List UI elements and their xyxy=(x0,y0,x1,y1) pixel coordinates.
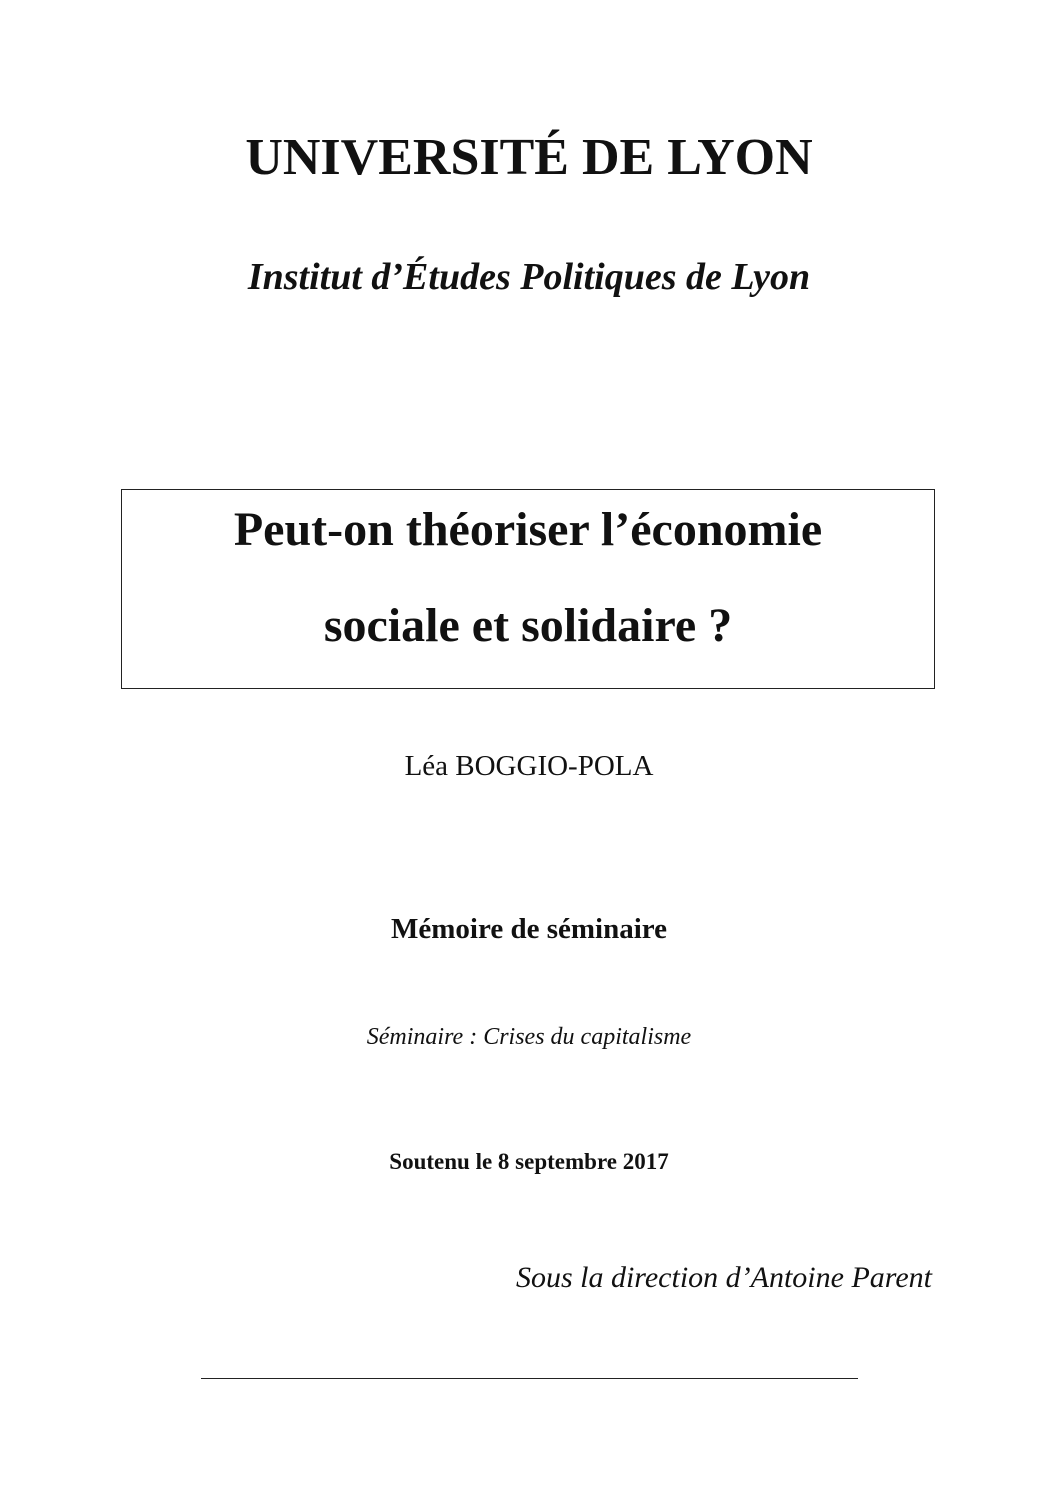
university-name: UNIVERSITÉ DE LYON xyxy=(245,129,813,186)
thesis-title-line-1: Peut-on théoriser l’économie xyxy=(233,503,823,556)
seminar-name: Séminaire : Crises du capitalisme xyxy=(366,1024,692,1050)
document-type: Mémoire de séminaire xyxy=(391,913,667,945)
footer-divider xyxy=(201,1378,858,1379)
supervisor: Sous la direction d’Antoine Parent xyxy=(515,1261,932,1294)
defense-date: Soutenu le 8 septembre 2017 xyxy=(389,1149,669,1174)
institute-name: Institut d’Études Politiques de Lyon xyxy=(247,256,811,298)
thesis-title-line-2: sociale et solidaire ? xyxy=(323,599,733,652)
author-name: Léa BOGGIO-POLA xyxy=(404,750,654,782)
thesis-title-box xyxy=(121,489,935,689)
